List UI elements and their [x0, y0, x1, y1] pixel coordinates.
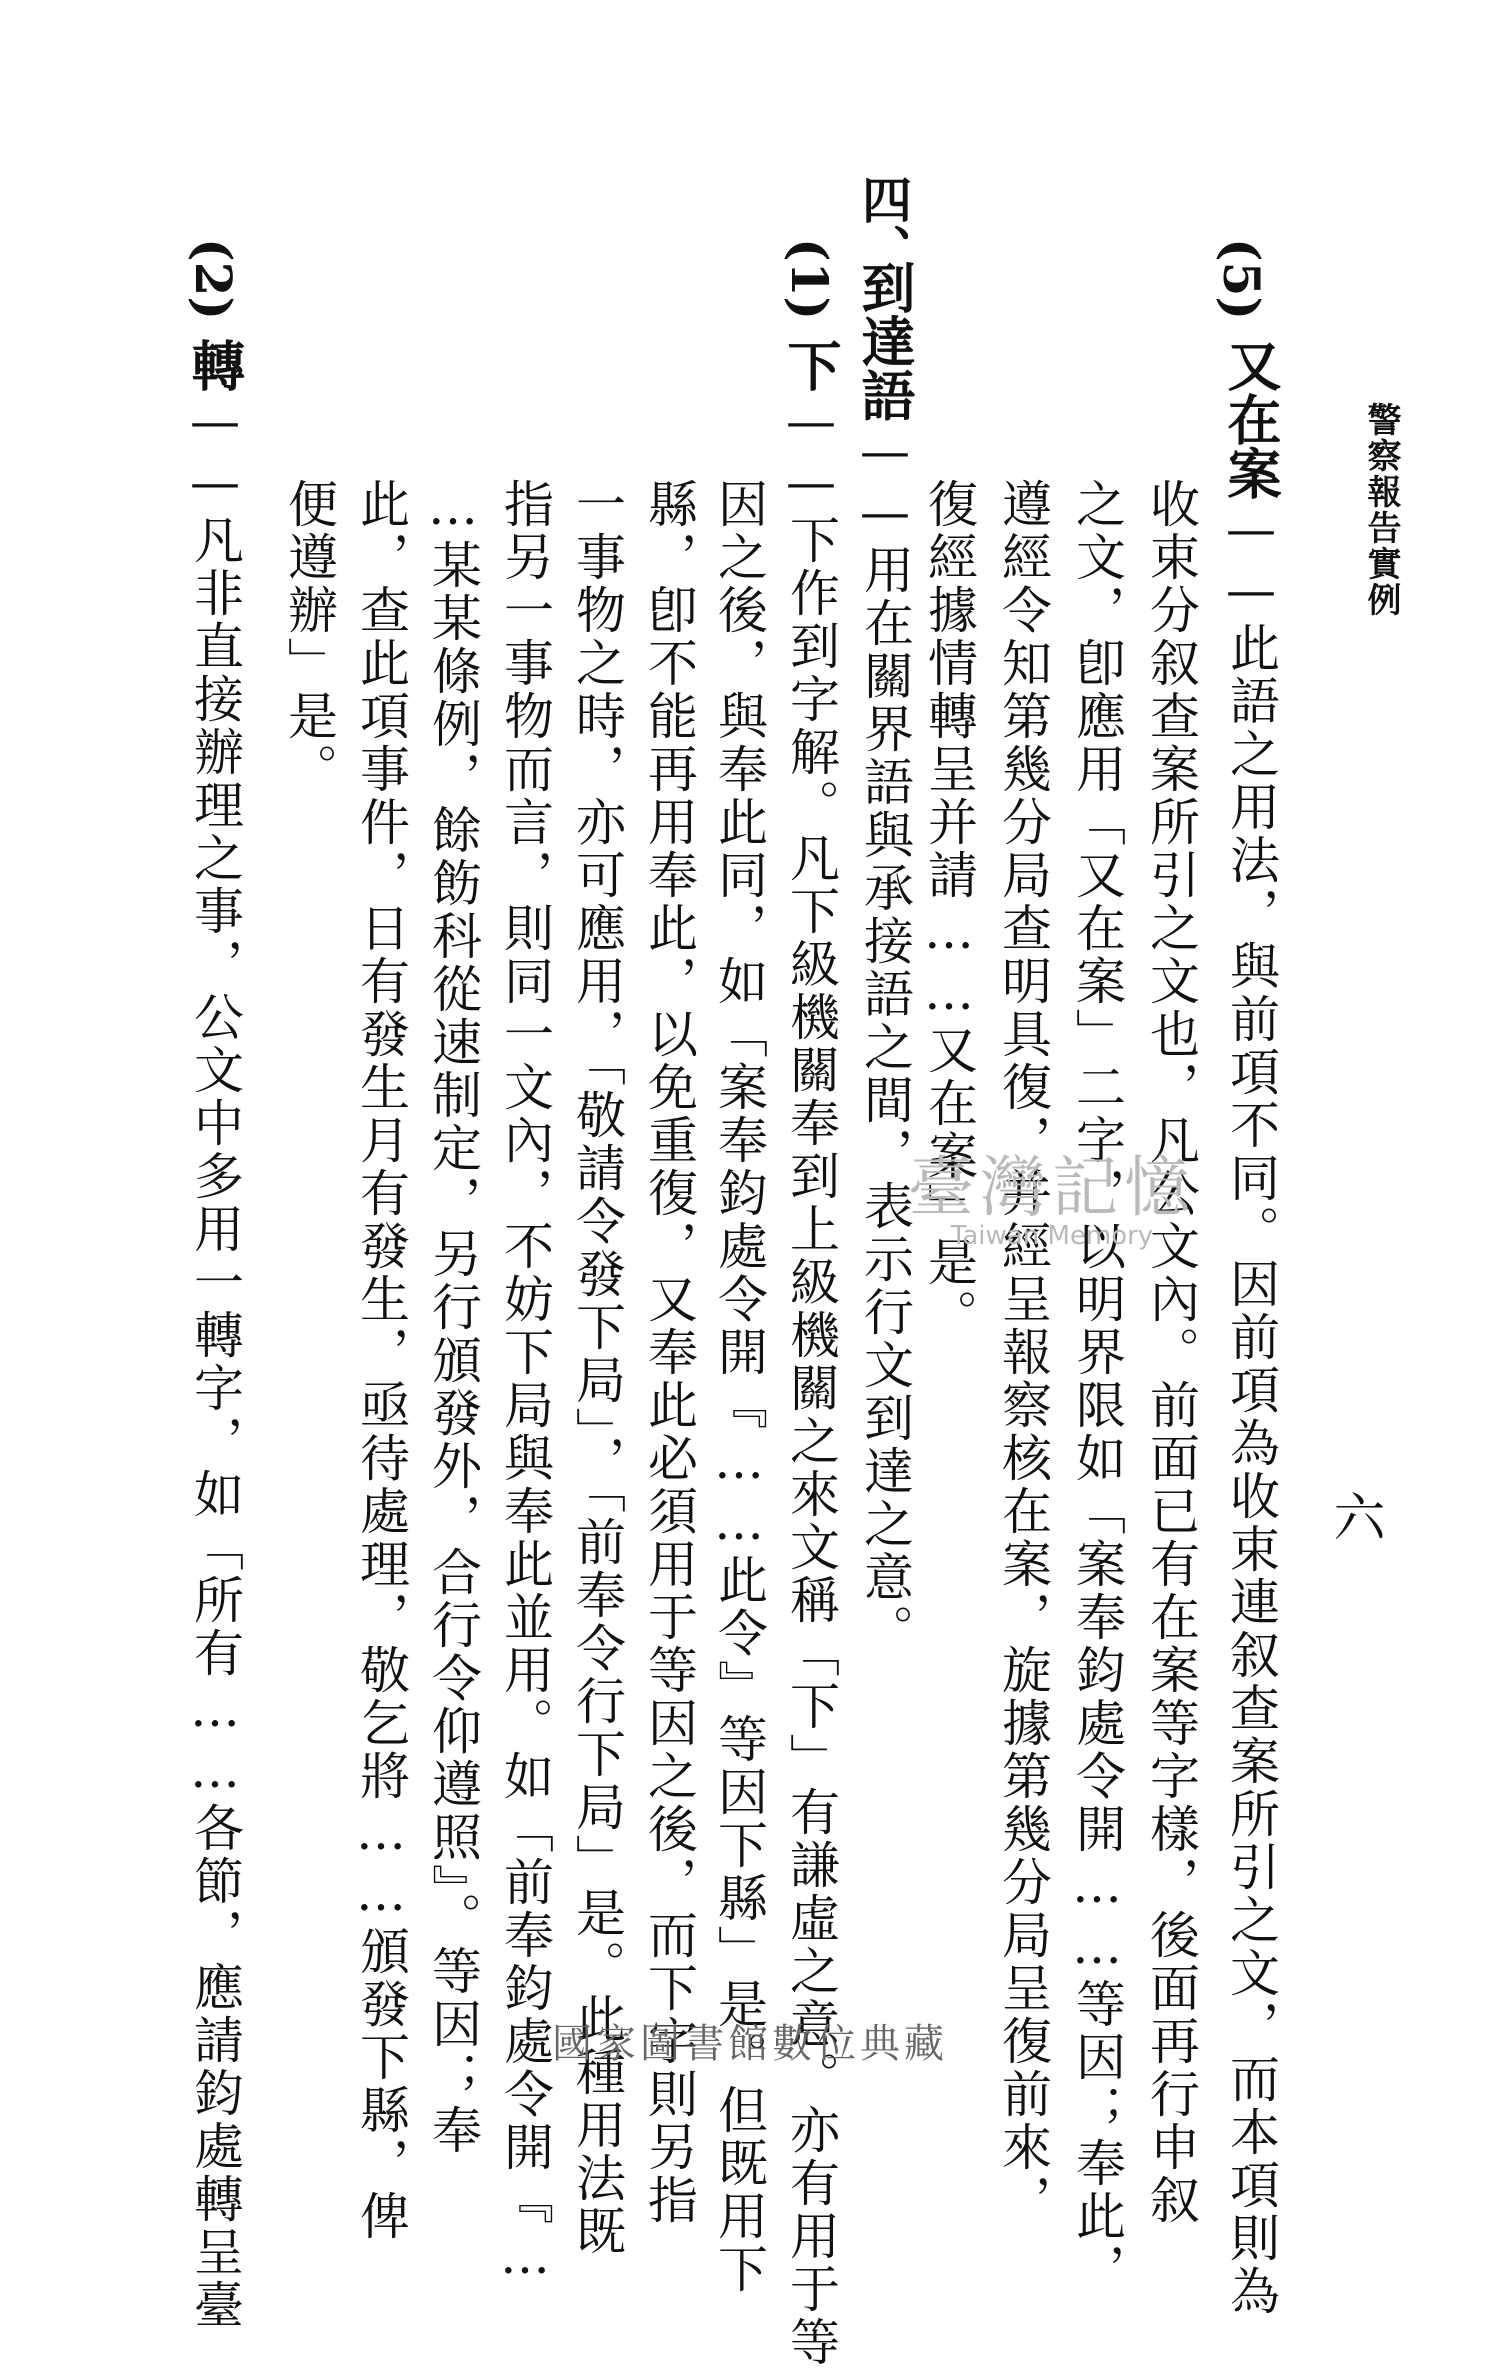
paragraph-line: ——用在關界語與承接語之間，表示行文到達之意。	[856, 422, 914, 1657]
running-header: 警察報告實例	[1361, 402, 1401, 618]
watermark-title: 臺灣記憶	[908, 1149, 1196, 1226]
item-marker: (1)	[780, 238, 839, 321]
paragraph-line: ——此語之用法，與前項不同。因前項為收束連叙查案所引之文，而本項則為	[1222, 500, 1280, 2318]
text-column	[854, 174, 913, 274]
paragraph-line: 收束分叙查案所引之文也，凡公文內。前面已有在案等字樣，後面再行申叙	[1142, 478, 1200, 2227]
section-heading: 到達語	[853, 260, 917, 422]
text-column	[853, 260, 917, 1657]
text-column	[1212, 238, 1271, 321]
paragraph-line: 遵經令知第幾分局查明具復，并經呈報察核在案，旋據第幾分局呈復前來，	[994, 478, 1052, 2227]
term-heading: 又在案	[1219, 338, 1283, 500]
page-number: 六	[1324, 1490, 1384, 1542]
paragraph-line: 此，查此項事件，日有發生月有發生，亟待處理，敬乞將……頒發下縣，俾	[352, 478, 410, 2243]
term-heading: 轉	[183, 338, 247, 392]
paragraph-line: 之文，卽應用「又在案」二字，以明界限如「案奉鈞處令開……等因；奉此，	[1068, 478, 1126, 2296]
text-column	[184, 238, 243, 321]
watermark	[908, 1134, 1196, 1251]
paragraph-line: 復經據情轉呈并請……又在案」是。	[920, 478, 978, 1342]
paragraph-line: 縣，卽不能再用奉此，以免重復，又奉此必須用于等因之後，而下字則另指	[640, 478, 698, 2227]
paragraph-line: 一事物之時，亦可應用，「敬請令發下局」，「前奉令行下局」是。此種用法既	[568, 478, 626, 2258]
paragraph-line: ——下作到字解。凡下級機關奉到上級機關之來文稱「下」有謙虛之意。亦有用于等	[782, 392, 840, 2369]
item-marker: (5)	[1212, 238, 1271, 321]
section-marker: 四、	[854, 174, 913, 274]
paragraph-line: ——凡非直接辦理之事，公文中多用一轉字，如「所有……各節，應請鈞處轉呈臺	[186, 392, 244, 2332]
paragraph-line: 因之後，與奉此同，如「案奉鈞處令開『……此令』等因下縣」是。但既用下	[710, 478, 768, 2296]
paragraph-line: …某某條例，餘飭科從速制定，另行頒發外，合行令仰遵照』。等因；奉	[424, 478, 482, 2157]
collection-footer: 國家圖書館數位典藏	[552, 2021, 948, 2067]
term-heading: 下	[779, 338, 843, 392]
paragraph-line: 指另一事物而言，則同一文內，不妨下局與奉此並用。如「前奉鈞處令開『…	[496, 478, 554, 2288]
paragraph-line: 便遵辦」是。	[280, 478, 338, 796]
item-marker: (2)	[184, 238, 243, 321]
watermark-subtitle: Taiwan Memory	[950, 1221, 1154, 1251]
text-column	[780, 238, 839, 321]
